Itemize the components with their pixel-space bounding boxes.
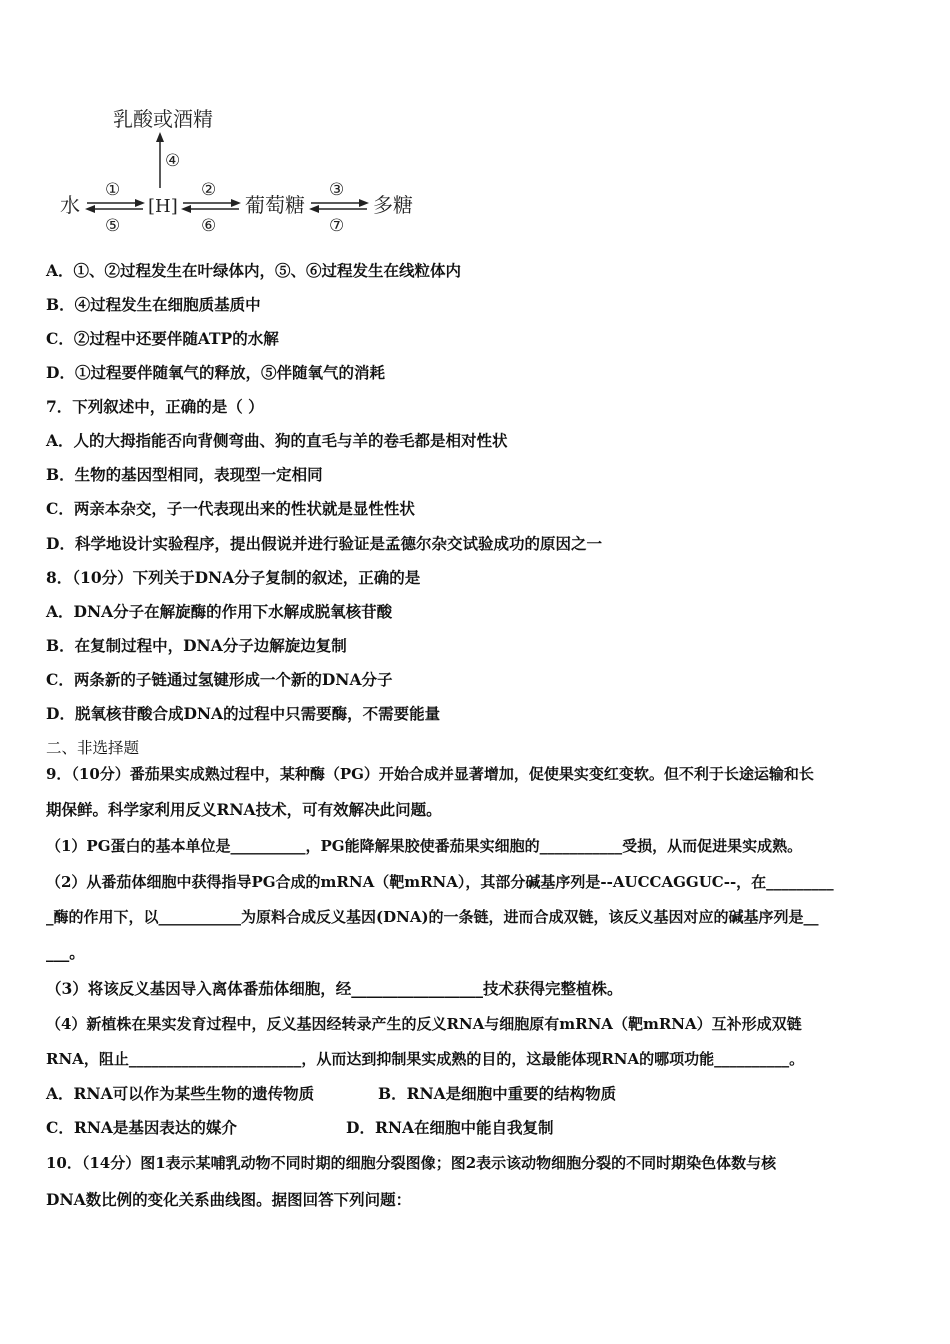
q8-option-a: A．DNA分子在解旋酶的作用下水解成脱氧核苷酸 xyxy=(46,602,393,621)
step-6-label: ⑥ xyxy=(201,216,217,236)
q9-stem-line2: 期保鲜。科学家利用反义RNA技术，可有效解决此问题。 xyxy=(46,800,442,819)
arrow-4-head xyxy=(156,132,164,142)
step-2-label: ② xyxy=(201,180,217,200)
label-polysaccharide: 多糖 xyxy=(373,193,413,217)
section-heading: 二、非选择题 xyxy=(46,739,140,757)
q9-part2-line2: _酶的作用下，以___________为原料合成反义基因(DNA)的一条链，进而合成双链，该反义基因对应的碱基序列是__ xyxy=(46,908,819,926)
q10-stem-line1: 10．（14分）图1表示某哺乳动物不同时期的细胞分裂图像；图2表示该动物细胞分裂的不同时期染色体数与核 xyxy=(46,1154,777,1172)
q9-part4-line2: RNA，阻止_______________________，从而达到抑制果实成熟的目的，这最能体现RNA的哪项功能__________。 xyxy=(46,1050,805,1068)
step-4-label: ④ xyxy=(165,151,181,171)
step-1-label: ① xyxy=(105,180,121,200)
q8-option-d: D．脱氧核苷酸合成DNA的过程中只需要酶，不需要能量 xyxy=(46,704,441,723)
q9-part4-line1: （4）新植株在果实发育过程中，反义基因经转录产生的反义RNA与细胞原有mRNA（靶mRNA）互补形成双链 xyxy=(46,1015,802,1033)
q9-option-d: D．RNA在细胞中能自我复制 xyxy=(346,1118,554,1137)
q8-stem: 8．（10分）下列关于DNA分子复制的叙述，正确的是 xyxy=(46,568,421,587)
step-5-label: ⑤ xyxy=(105,216,121,236)
arrow-6-head xyxy=(181,205,191,213)
arrow-1-head xyxy=(135,199,145,207)
q7-stem: 7．下列叙述中，正确的是（ ） xyxy=(46,397,264,416)
q6-option-d: D．①过程要伴随氧气的释放，⑤伴随氧气的消耗 xyxy=(46,363,385,382)
arrow-5-head xyxy=(85,205,95,213)
q7-option-a: A．人的大拇指能否向背侧弯曲、狗的直毛与羊的卷毛都是相对性状 xyxy=(46,431,508,450)
q6-option-a: A．①、②过程发生在叶绿体内，⑤、⑥过程发生在线粒体内 xyxy=(46,261,462,280)
q9-option-b: B．RNA是细胞中重要的结构物质 xyxy=(378,1084,617,1103)
q10-stem-line2: DNA数比例的变化关系曲线图。据图回答下列问题： xyxy=(46,1190,412,1209)
q9-part3: （3）将该反义基因导入离体番茄体细胞，经_________________技术获得完整植株。 xyxy=(46,979,623,998)
arrow-3-head xyxy=(359,199,369,207)
arrow-2-head xyxy=(231,199,241,207)
q7-option-c: C．两亲本杂交，子一代表现出来的性状就是显性性状 xyxy=(46,499,415,518)
q9-option-a: A．RNA可以作为某些生物的遗传物质 xyxy=(46,1084,315,1103)
label-h: [H] xyxy=(148,196,178,217)
metabolism-diagram xyxy=(55,100,435,240)
q9-part2-line3: ___。 xyxy=(46,943,85,962)
label-glucose: 葡萄糖 xyxy=(245,193,305,217)
q9-part1: （1）PG蛋白的基本单位是__________，PG能降解果胶使番茄果实细胞的___________受损，从而促进果实成熟。 xyxy=(46,837,803,855)
q6-option-b: B．④过程发生在细胞质基质中 xyxy=(46,295,261,314)
q8-option-c: C．两条新的子链通过氢键形成一个新的DNA分子 xyxy=(46,670,393,689)
q9-option-c: C．RNA是基因表达的媒介 xyxy=(46,1118,237,1137)
q9-part2-line1: （2）从番茄体细胞中获得指导PG合成的mRNA（靶mRNA），其部分碱基序列是--AUCCAGGUC--，在_________ xyxy=(46,873,834,891)
step-3-label: ③ xyxy=(329,180,345,200)
q9-stem-line1: 9．（10分）番茄果实成熟过程中，某种酶（PG）开始合成并显著增加，促使果实变红变软。但不利于长途运输和长 xyxy=(46,765,814,783)
q6-option-c: C．②过程中还要伴随ATP的水解 xyxy=(46,329,279,348)
arrow-7-head xyxy=(309,205,319,213)
q7-option-d: D．科学地设计实验程序，提出假说并进行验证是孟德尔杂交试验成功的原因之一 xyxy=(46,534,602,553)
q7-option-b: B．生物的基因型相同，表现型一定相同 xyxy=(46,465,323,484)
label-water: 水 xyxy=(60,193,80,217)
q8-option-b: B．在复制过程中，DNA分子边解旋边复制 xyxy=(46,636,347,655)
label-lactic-or-alcohol: 乳酸或酒精 xyxy=(113,107,213,131)
step-7-label: ⑦ xyxy=(329,216,345,236)
